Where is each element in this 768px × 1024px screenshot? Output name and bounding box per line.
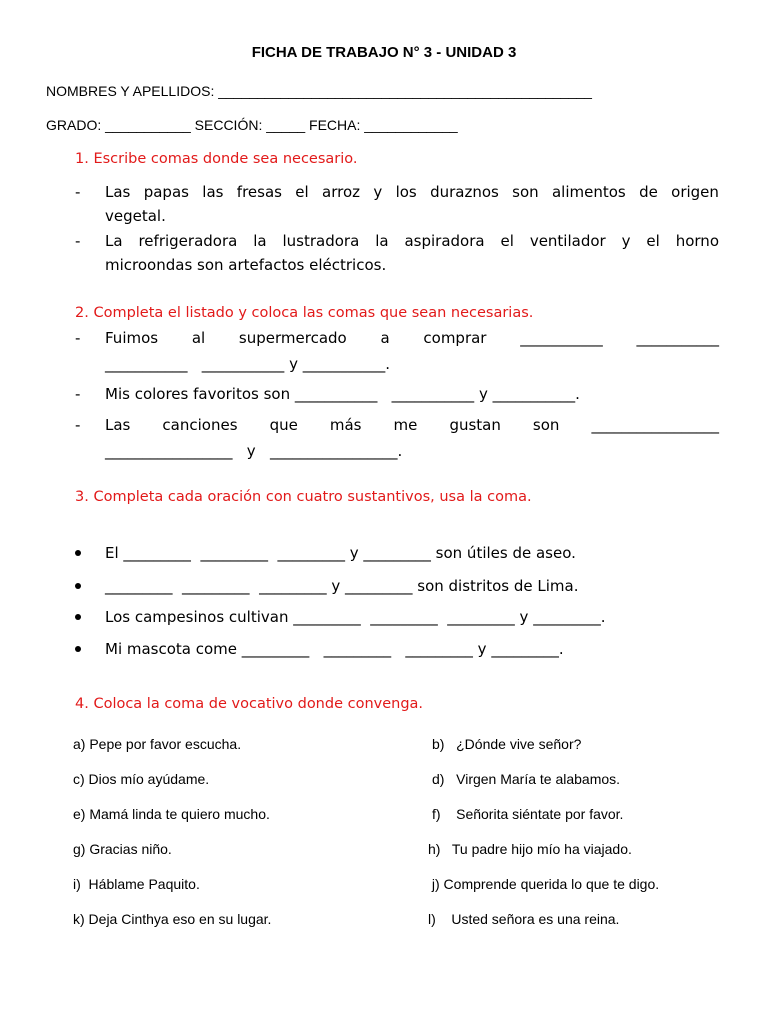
q1-title: 1. Escribe comas donde sea necesario.	[75, 151, 358, 167]
grade-line: GRADO: ___________ SECCIÓN: _____ FECHA: ____________	[46, 117, 458, 133]
q3-item-4: Mi mascota come _________ _________ _________ y _________.	[75, 637, 719, 661]
q2-item-3-line2: _________________ y _________________.	[105, 442, 403, 460]
vocative-d: d) Virgen María te alabamos.	[432, 771, 621, 787]
q2-item-1	[75, 326, 719, 374]
q2-item-3	[75, 413, 719, 461]
q2-item-3-line1: Las canciones que más me gustan son _________________	[105, 416, 719, 434]
vocative-g: g) Gracias niño.	[73, 841, 172, 857]
q2-item-1-line1: Fuimos al supermercado a comprar ___________ ___________	[105, 329, 719, 347]
q4-title: 4. Coloca la coma de vocativo donde convenga.	[75, 696, 424, 712]
q1-item-1	[75, 180, 719, 228]
vocative-b: b) ¿Dónde vive señor?	[432, 736, 582, 752]
dash-marker: -	[75, 385, 81, 403]
dash-marker: -	[75, 416, 81, 434]
q2-item-2	[75, 382, 719, 406]
bullet-icon	[75, 550, 81, 556]
q3-item-1: El _________ _________ _________ y _________ son útiles de aseo.	[75, 541, 719, 565]
dash-marker: -	[75, 232, 81, 250]
worksheet-title: FICHA DE TRABAJO N° 3 - UNIDAD 3	[251, 44, 517, 61]
bullet-icon	[75, 583, 81, 589]
vocative-k: k) Deja Cinthya eso en su lugar.	[73, 911, 272, 927]
q3-title: 3. Completa cada oración con cuatro sustantivos, usa la coma.	[75, 489, 532, 505]
vocative-a: a) Pepe por favor escucha.	[73, 736, 242, 752]
dash-marker: -	[75, 183, 81, 201]
q1-item-1-line2: vegetal.	[105, 207, 166, 225]
vocative-e: e) Mamá linda te quiero mucho.	[73, 806, 270, 822]
dash-marker: -	[75, 329, 81, 347]
bullet-icon	[75, 614, 81, 620]
q2-item-1-line2: ___________ ___________ y ___________.	[105, 355, 390, 373]
vocative-f: f) Señorita siéntate por favor.	[432, 806, 624, 822]
q2-title: 2. Completa el listado y coloca las comas que sean necesarias.	[75, 305, 534, 321]
names-line: NOMBRES Y APELLIDOS: ________________________________________________	[46, 83, 592, 99]
vocative-h: h) Tu padre hijo mío ha viajado.	[428, 841, 632, 857]
q1-item-2-line1: La refrigeradora la lustradora la aspiradora el ventilador y el horno	[105, 232, 719, 250]
q1-item-2	[75, 229, 719, 277]
bullet-icon	[75, 646, 81, 652]
q2-item-2-line1: Mis colores favoritos son ___________ ___________ y ___________.	[105, 385, 580, 403]
q1-item-1-line1: Las papas las fresas el arroz y los duraznos son alimentos de origen	[105, 183, 719, 201]
q3-item-3: Los campesinos cultivan _________ _________ _________ y _________.	[75, 605, 719, 629]
vocative-l: l) Usted señora es una reina.	[428, 911, 620, 927]
q1-item-2-line2: microondas son artefactos eléctricos.	[105, 256, 387, 274]
vocative-c: c) Dios mío ayúdame.	[73, 771, 210, 787]
vocative-i: i) Háblame Paquito.	[73, 876, 200, 892]
vocative-j: j) Comprende querida lo que te digo.	[428, 876, 660, 892]
q3-item-2: _________ _________ _________ y _________ son distritos de Lima.	[75, 574, 719, 598]
